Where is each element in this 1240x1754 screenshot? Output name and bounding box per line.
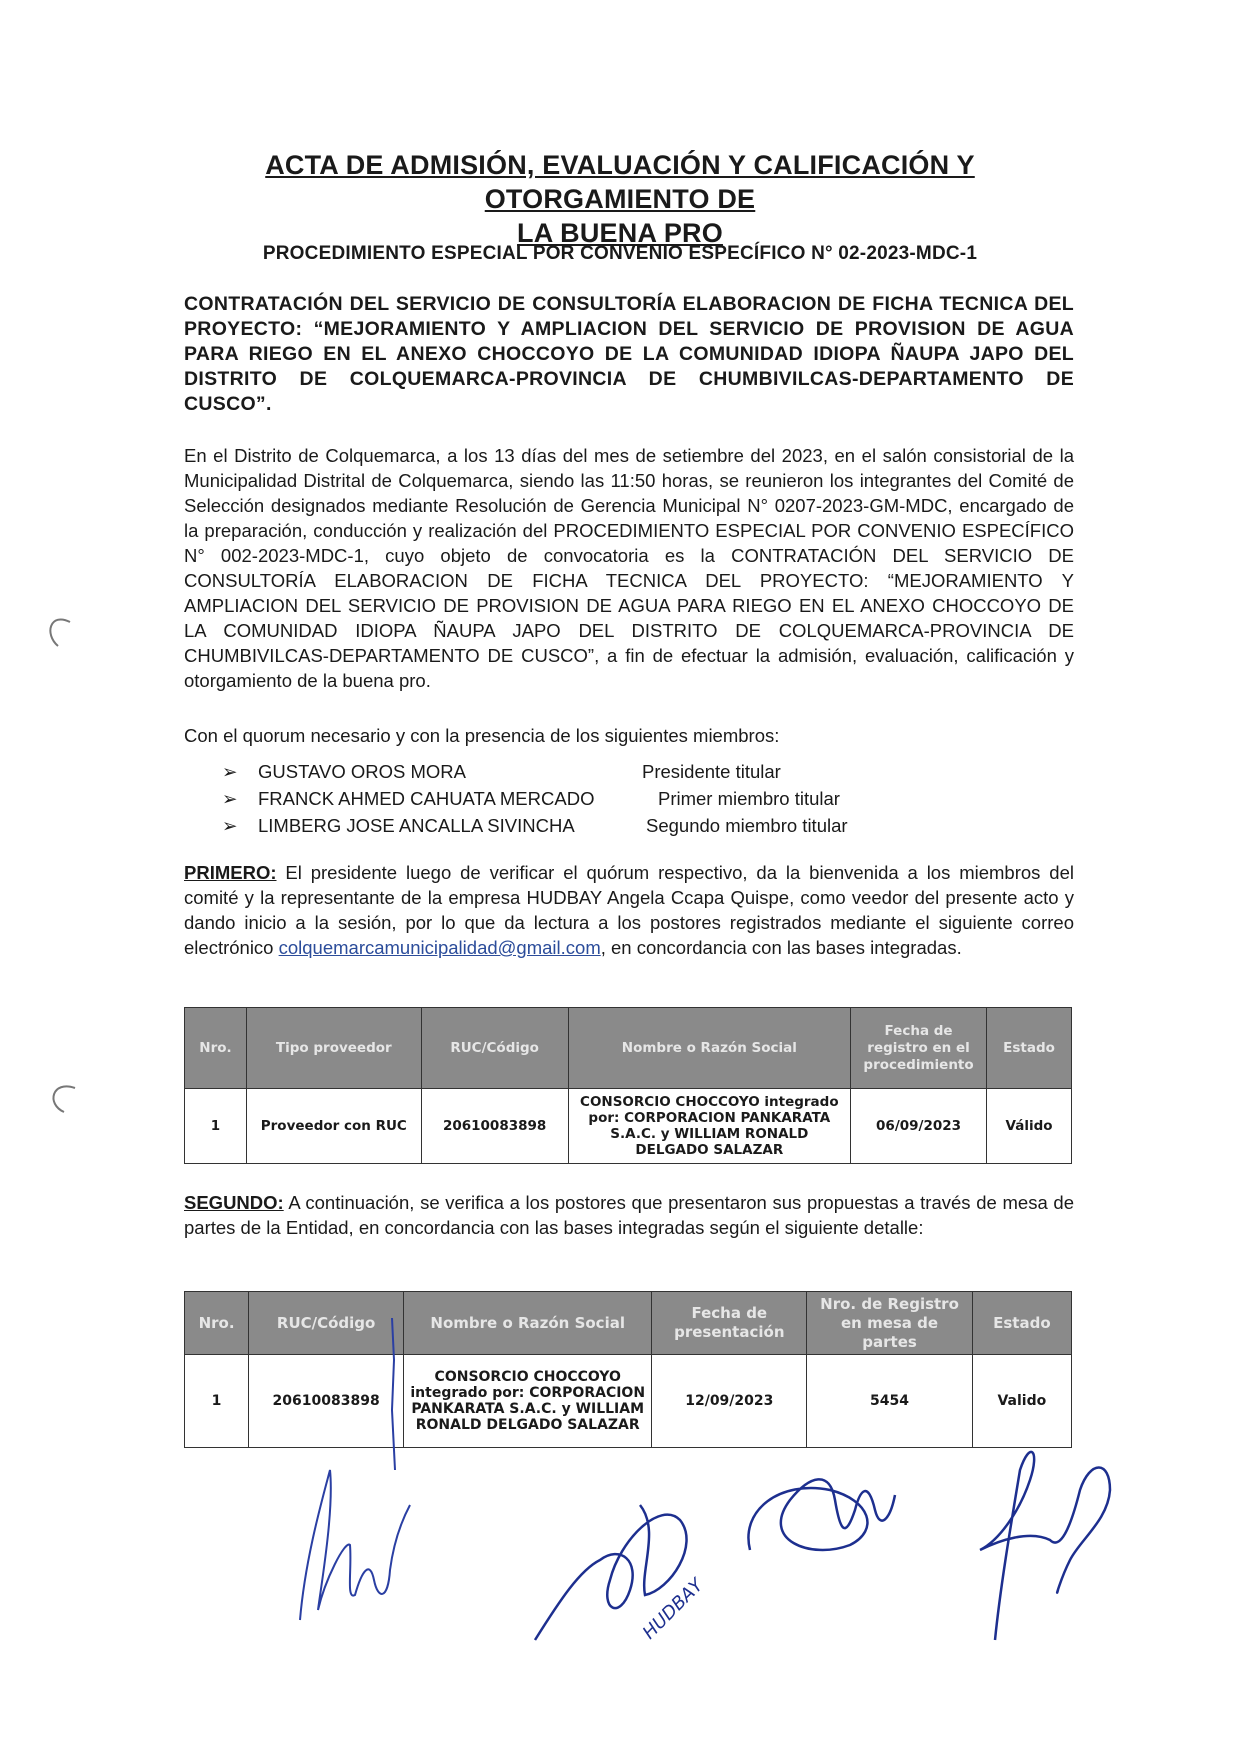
cell-nro: 1: [185, 1355, 249, 1448]
punch-hole-mark: [50, 619, 70, 646]
column-header: Nro.: [185, 1008, 247, 1089]
contract-heading: CONTRATACIÓN DEL SERVICIO DE CONSULTORÍA ELABORACION DE FICHA TECNICA DEL PROYECTO: “MEJORAMIENTO Y AMPLIACION DEL SERVICIO DE PROVISION DE AGUA PARA RIEGO EN EL ANEXO CHOCCOYO DE LA COMUNIDAD IDIOPA ÑAUPA JAPO DEL DISTRITO DE COLQUEMARCA-PROVINCIA DE CHUMBIVILCAS-DEPARTAMENTO DE CUSCO”.: [184, 293, 1074, 415]
column-header: Tipo proveedor: [246, 1008, 421, 1089]
cell-ruc: 20610083898: [249, 1355, 404, 1448]
table-header-row: [185, 1292, 1072, 1355]
title-line-1: ACTA DE ADMISIÓN, EVALUACIÓN Y CALIFICACIÓN Y OTORGAMIENTO DE: [265, 150, 975, 214]
email-link[interactable]: colquemarcamunicipalidad@gmail.com: [278, 937, 601, 958]
cell-nro: 1: [185, 1089, 247, 1164]
column-header: RUC/Código: [249, 1292, 404, 1355]
member-name: LIMBERG JOSE ANCALLA SIVINCHA: [258, 815, 575, 836]
cell-nombre: CONSORCIO CHOCCOYO integrado por: CORPORACION PANKARATA S.A.C. y WILLIAM RONALD DELGADO SALAZAR: [404, 1355, 652, 1448]
signature-1: [300, 1470, 410, 1620]
signature-4: [980, 1452, 1110, 1640]
arrow-bullet-icon: ➢: [222, 788, 238, 809]
document-title: [150, 148, 1090, 250]
table-header-row: [185, 1008, 1072, 1089]
intro-paragraph: En el Distrito de Colquemarca, a los 13 días del mes de setiembre del 2023, en el salón consistorial de la Municipalidad Distrital de Colquemarca, siendo las 11:50 horas, se reunieron los integrantes del Comité de Selección designados mediante Resolución de Gerencia Municipal N° 0207-2023-GM-MDC, encargado de la preparación, conducción y realización del PROCEDIMIENTO ESPECIAL POR CONVENIO ESPECÍFICO N° 002-2023-MDC-1, cuyo objeto de convocatoria es la CONTRATACIÓN DEL SERVICIO DE CONSULTORÍA ELABORACION DE FICHA TECNICA DEL PROYECTO: “MEJORAMIENTO Y AMPLIACION DEL SERVICIO DE PROVISION DE AGUA PARA RIEGO EN EL ANEXO CHOCCOYO DE LA COMUNIDAD IDIOPA ÑAUPA JAPO DEL DISTRITO DE COLQUEMARCA-PROVINCIA DE CHUMBIVILCAS-DEPARTAMENTO DE CUSCO”, a fin de efectuar la admisión, evaluación, calificación y otorgamiento de la buena pro.: [184, 445, 1074, 691]
signature-2: [535, 1505, 687, 1640]
column-header: Nro. de Registro en mesa de partes: [807, 1292, 972, 1355]
member-item: [222, 812, 922, 839]
cell-nombre: CONSORCIO CHOCCOYO integrado por: CORPORACION PANKARATA S.A.C. y WILLIAM RONALD DELGADO SALAZAR: [568, 1089, 851, 1164]
cell-estado: Valido: [972, 1355, 1071, 1448]
hudbay-handwritten-note: HUDBAY: [638, 1574, 708, 1644]
column-header: Estado: [972, 1292, 1071, 1355]
member-name: FRANCK AHMED CAHUATA MERCADO: [258, 788, 595, 809]
members-list: [222, 758, 922, 839]
column-header: Nombre o Razón Social: [568, 1008, 851, 1089]
cell-ruc: 20610083898: [421, 1089, 568, 1164]
table-row: [185, 1355, 1072, 1448]
arrow-bullet-icon: ➢: [222, 815, 238, 836]
member-item: [222, 785, 922, 812]
member-role: Primer miembro titular: [658, 788, 840, 809]
member-item: [222, 758, 922, 785]
signature-3: [748, 1479, 895, 1550]
column-header: RUC/Código: [421, 1008, 568, 1089]
submitted-proposals-table: [184, 1291, 1072, 1448]
column-header: Nro.: [185, 1292, 249, 1355]
member-role: Segundo miembro titular: [646, 815, 848, 836]
primero-paragraph: [184, 860, 1074, 960]
registered-bidders-table: [184, 1007, 1072, 1164]
punch-hole-mark: [53, 1086, 75, 1112]
primero-label: PRIMERO:: [184, 862, 277, 883]
cell-fecha: 06/09/2023: [851, 1089, 987, 1164]
signature-annotation: [639, 1573, 709, 1643]
member-name: GUSTAVO OROS MORA: [258, 761, 466, 782]
cell-estado: Válido: [987, 1089, 1072, 1164]
segundo-text: A continuación, se verifica a los postores que presentaron sus propuestas a través de mesa de partes de la Entidad, en concordancia con las bases integradas según el siguiente detalle:: [184, 1192, 1074, 1238]
column-header: Nombre o Razón Social: [404, 1292, 652, 1355]
arrow-bullet-icon: ➢: [222, 761, 238, 782]
title-line-2: LA BUENA PRO: [517, 218, 723, 248]
column-header: Fecha de presentación: [652, 1292, 807, 1355]
primero-text: El presidente luego de verificar el quórum respectivo, da la bienvenida a los miembros del comité y la representante de la empresa HUDBAY Angela Ccapa Quispe, como veedor del presente acto y dando inicio a la sesión, por lo que da lectura a los postores registrados mediante el siguiente correo electrónico: [184, 862, 1074, 958]
primero-text-end: , en concordancia con las bases integradas.: [600, 937, 962, 958]
cell-fecha: 12/09/2023: [652, 1355, 807, 1448]
member-role: Presidente titular: [642, 761, 781, 782]
column-header: Estado: [987, 1008, 1072, 1089]
column-header: Fecha de registro en el procedimiento: [851, 1008, 987, 1089]
segundo-label: SEGUNDO:: [184, 1192, 284, 1213]
cell-registro: 5454: [807, 1355, 972, 1448]
quorum-paragraph: Con el quorum necesario y con la presencia de los siguientes miembros:: [184, 725, 780, 746]
procedure-subtitle: PROCEDIMIENTO ESPECIAL POR CONVENIO ESPECÍFICO N° 02-2023-MDC-1: [262, 243, 978, 264]
segundo-paragraph: [184, 1190, 1074, 1240]
cell-tipo: Proveedor con RUC: [246, 1089, 421, 1164]
table-row: [185, 1089, 1072, 1164]
